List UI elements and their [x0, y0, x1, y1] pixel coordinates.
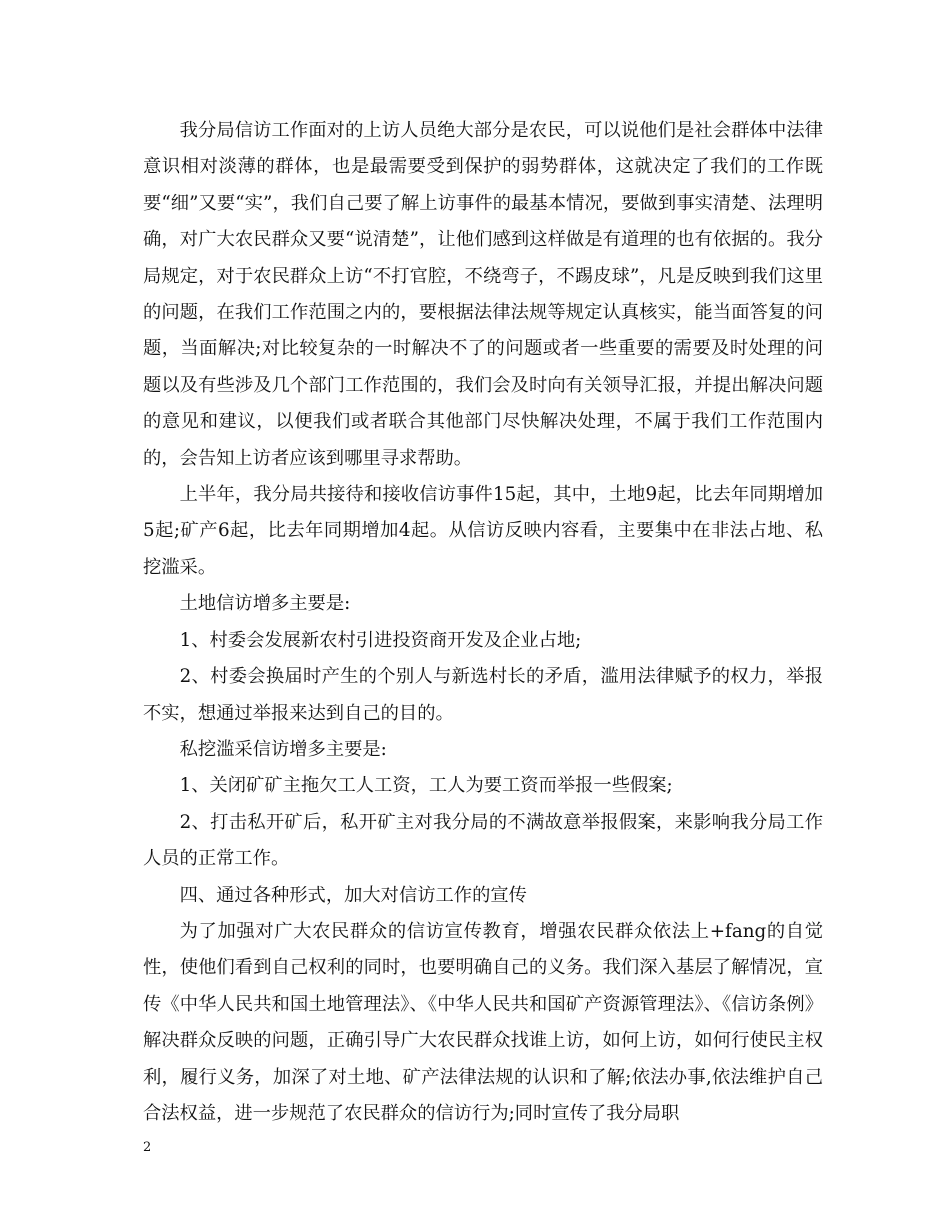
- paragraph-petition-work-approach: 我分局信访工作面对的上访人员绝大部分是农民，可以说他们是社会群体中法律意识相对淡薄的群体，也是最需要受到保护的弱势群体，这就决定了我们的工作既要“细”又要“实”，我们自己要了解上访事件的最基本情况，要做到事实清楚、法理明确，对广大农民群众又要“说清楚”，让他们感到这样做是有道理的也有依据的。我分局规定，对于农民群众上访“不打官腔，不绕弯子，不踢皮球”，凡是反映到我们这里的问题，在我们工作范围之内的，要根据法律法规等规定认真核实，能当面答复的问题，当面解决;对比较复杂的一时解决不了的问题或者一些重要的需要及时处理的问题以及有些涉及几个部门工作范围的，我们会及时向有关领导汇报，并提出解决问题的意见和建议，以便我们或者联合其他部门尽快解决处理，不属于我们工作范围内的，会告知上访者应该到哪里寻求帮助。: [143, 120, 823, 469]
- section-heading-publicity: 四、通过各种形式，加大对信访工作的宣传: [179, 884, 527, 906]
- paragraph-mining-reason-1: 1、关闭矿矿主拖欠工人工资，工人为要工资而举报一些假案;: [179, 775, 673, 797]
- paragraph-mining-petition-heading: 私挖滥采信访增多主要是:: [179, 738, 387, 760]
- paragraph-land-petition-heading: 土地信访增多主要是:: [179, 593, 351, 615]
- paragraph-half-year-statistics: 上半年，我分局共接待和接收信访事件15起，其中，土地9起，比去年同期增加5起;矿产6起，比去年同期增加4起。从信访反映内容看，主要集中在非法占地、私挖滥采。: [143, 484, 823, 578]
- paragraph-land-reason-2: 2、村委会换届时产生的个别人与新选村长的矛盾，滥用法律赋予的权力，举报不实，想通过举报来达到自己的目的。: [143, 666, 823, 724]
- document-body: [143, 113, 823, 1132]
- paragraph-land-reason-1: 1、村委会发展新农村引进投资商开发及企业占地;: [179, 629, 582, 651]
- paragraph-mining-reason-2: 2、打击私开矿后，私开矿主对我分局的不满故意举报假案，来影响我分局工作人员的正常工作。: [143, 811, 823, 870]
- page-number: 2: [143, 1140, 152, 1155]
- paragraph-publicity-education: 为了加强对广大农民群众的信访宣传教育，增强农民群众依法上+fang的自觉性，使他们看到自己权利的同时，也要明确自己的义务。我们深入基层了解情况，宣传《中华人民共和国土地管理法》、《中华人民共和国矿产资源管理法》、《信访条例》解决群众反映的问题，正确引导广大农民群众找谁上访，如何上访，如何行使民主权利，履行义务，加深了对土地、矿产法律法规的认识和了解;依法办事,依法维护自己合法权益，进一步规范了农民群众的信访行为;同时宣传了我分局职: [143, 920, 823, 1124]
